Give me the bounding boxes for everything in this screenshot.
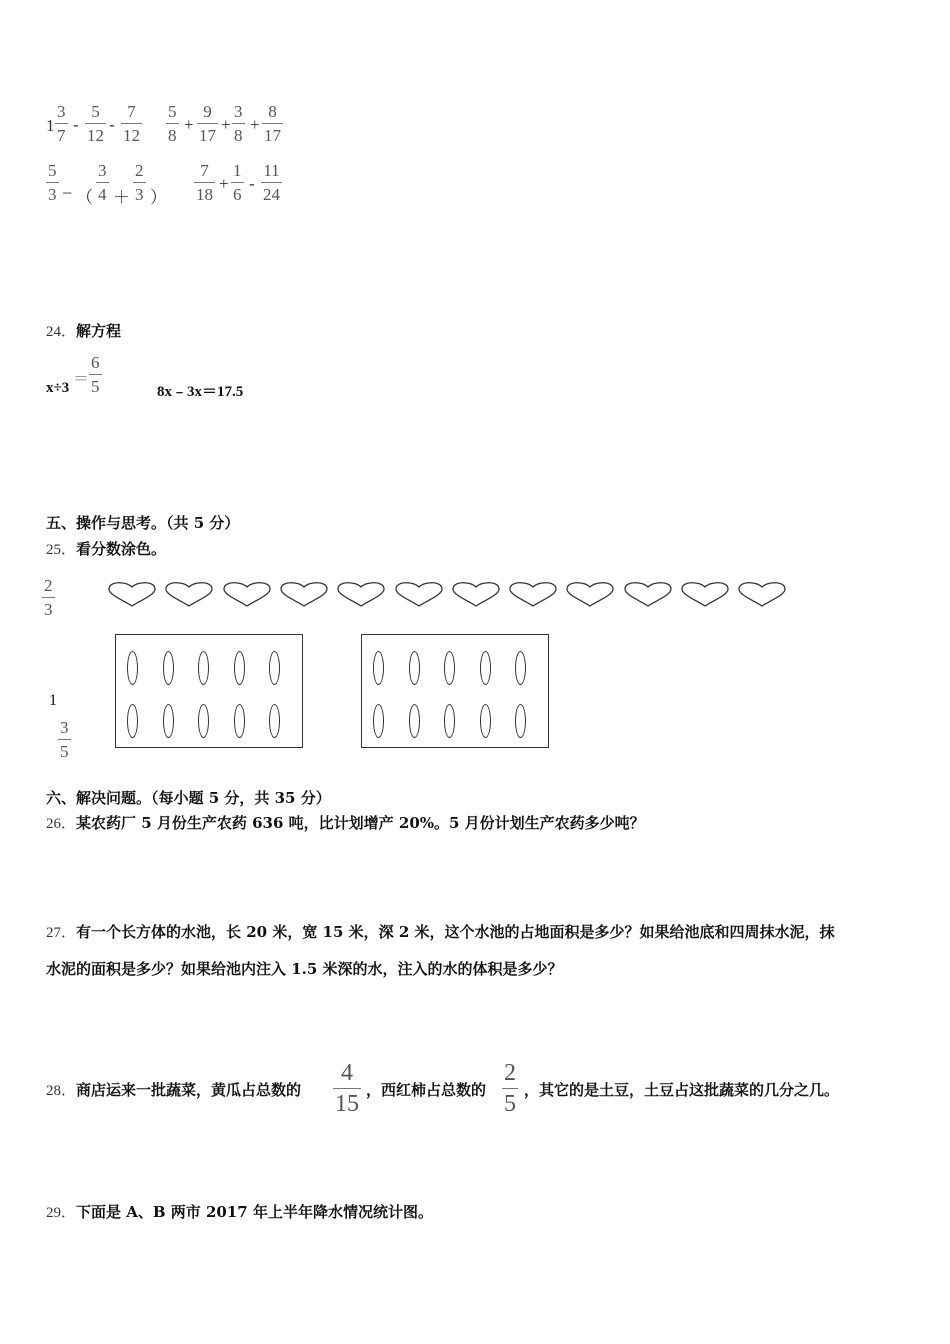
- equals-sign: ＝: [73, 371, 90, 388]
- question-28-text-2: ，西红柿占总数的: [366, 1081, 487, 1099]
- fraction: $\frac{3}{4}$: [98, 161, 107, 204]
- fraction: $\frac{3}{7}$: [57, 102, 66, 145]
- heart-shape[interactable]: [565, 580, 615, 608]
- operator: +: [219, 174, 229, 193]
- question-29: 29．下面是 A、B 两市 2017 年上半年降水情况统计图。: [46, 1203, 433, 1221]
- oval-shape[interactable]: [163, 704, 174, 738]
- oval-shape[interactable]: [409, 651, 420, 685]
- question-27-line-1: 27．有一个长方体的水池，长 20 米，宽 15 米，深 2 米，这个水池的占地面积是多少？如果给池底和四周抹水泥，抹: [46, 923, 835, 941]
- fraction: $\frac{5}{8}$: [168, 102, 177, 145]
- oval-shape[interactable]: [515, 651, 526, 685]
- heart-shape[interactable]: [623, 580, 673, 608]
- operator: −: [62, 183, 73, 203]
- heart-shape[interactable]: [394, 580, 444, 608]
- fraction: $\frac{9}{17}$: [199, 102, 216, 145]
- oval-shape[interactable]: [198, 704, 209, 738]
- oval-shape[interactable]: [198, 651, 209, 685]
- oval-shape[interactable]: [480, 704, 491, 738]
- heart-shape[interactable]: [222, 580, 272, 608]
- fraction: $\frac{5}{3}$: [48, 161, 57, 204]
- heart-shape[interactable]: [164, 580, 214, 608]
- oval-shape[interactable]: [269, 651, 280, 685]
- oval-shape[interactable]: [127, 651, 138, 685]
- fraction-four-fifteenths: $\frac{4}{15}$: [335, 1060, 359, 1117]
- oval-shape[interactable]: [234, 651, 245, 685]
- oval-shape[interactable]: [444, 704, 455, 738]
- operator: -: [73, 115, 79, 134]
- heart-shape[interactable]: [107, 580, 157, 608]
- operator: ＋: [113, 188, 130, 207]
- heart-shape[interactable]: [737, 580, 787, 608]
- heart-shape[interactable]: [680, 580, 730, 608]
- operator: -: [249, 174, 255, 193]
- oval-shape[interactable]: [373, 704, 384, 738]
- question-27-line-2: 水泥的面积是多少？如果给池内注入 1.5 米深的水，注入的水的体积是多少？: [46, 960, 563, 978]
- whole-number: 1: [46, 116, 55, 135]
- fraction-two-fifths: $\frac{2}{5}$: [504, 1060, 516, 1117]
- oval-shape[interactable]: [373, 651, 384, 685]
- heart-shape[interactable]: [336, 580, 386, 608]
- fraction: $\frac{7}{18}$: [196, 161, 213, 204]
- fraction: $\frac{7}{12}$: [123, 102, 140, 145]
- fraction-two-thirds: $\frac{2}{3}$: [44, 576, 53, 619]
- mixed-number-fraction: $\frac{3}{5}$: [60, 718, 69, 761]
- heart-shape[interactable]: [508, 580, 558, 608]
- question-26: 26．某农药厂 5 月份生产农药 636 吨，比计划增产 20%。5 月份计划生产农药多少吨？: [46, 814, 645, 832]
- oval-shape[interactable]: [444, 651, 455, 685]
- question-25-heading: 25．看分数涂色。: [46, 540, 167, 558]
- oval-shape[interactable]: [409, 704, 420, 738]
- heart-shape[interactable]: [451, 580, 501, 608]
- question-28-text-3: ，其它的是土豆，土豆占这批蔬菜的几分之几。: [524, 1081, 840, 1099]
- operator: +: [184, 115, 194, 134]
- fraction: $\frac{3}{8}$: [234, 102, 243, 145]
- oval-shape[interactable]: [127, 704, 138, 738]
- fraction: $\frac{5}{12}$: [87, 102, 104, 145]
- section-5-title: 五、操作与思考。（共 5 分）: [46, 514, 240, 532]
- fraction: $\frac{2}{3}$: [135, 161, 144, 204]
- fraction: $\frac{6}{5}$: [91, 353, 100, 396]
- question-24-heading: 24．解方程: [46, 322, 122, 340]
- equation-2: 8x﹣3x＝17.5: [157, 384, 244, 400]
- operator: +: [250, 115, 260, 134]
- section-6-title: 六、解决问题。（每小题 5 分，共 35 分）: [46, 789, 331, 807]
- operator: +: [221, 115, 231, 134]
- left-paren: （: [76, 188, 93, 207]
- oval-shape[interactable]: [163, 651, 174, 685]
- right-paren: ）: [150, 188, 167, 207]
- oval-shape[interactable]: [269, 704, 280, 738]
- heart-shape[interactable]: [279, 580, 329, 608]
- fraction: $\frac{8}{17}$: [264, 102, 281, 145]
- mixed-number-whole: 1: [49, 692, 57, 709]
- fraction: $\frac{1}{6}$: [233, 161, 242, 204]
- equation-1-left: x÷3: [46, 380, 70, 396]
- fraction: $\frac{11}{24}$: [263, 161, 280, 204]
- oval-shape[interactable]: [480, 651, 491, 685]
- question-28-text-1: 28．商店运来一批蔬菜，黄瓜占总数的: [46, 1081, 302, 1099]
- oval-shape[interactable]: [234, 704, 245, 738]
- operator: -: [109, 115, 115, 134]
- oval-shape[interactable]: [515, 704, 526, 738]
